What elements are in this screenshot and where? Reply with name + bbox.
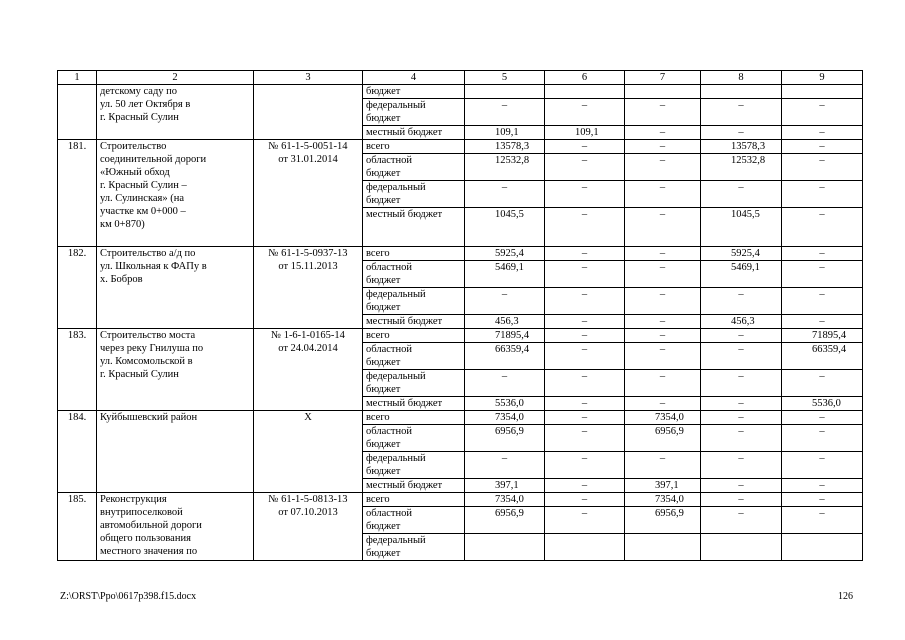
table-row: [58, 85, 863, 99]
funding-source: федеральный бюджет: [363, 99, 465, 126]
amount-cell: 66359,4: [782, 343, 863, 370]
amount-cell: 5469,1: [465, 261, 545, 288]
amount-cell: –: [782, 479, 863, 493]
amount-cell: –: [625, 99, 701, 126]
amount-cell: –: [545, 425, 625, 452]
table-body: [58, 85, 863, 561]
amount-cell: –: [625, 208, 701, 247]
amount-cell: –: [545, 493, 625, 507]
amount-cell: 397,1: [465, 479, 545, 493]
amount-cell: –: [465, 370, 545, 397]
amount-cell: [545, 534, 625, 561]
document-ref: Х: [254, 411, 363, 493]
funding-source: всего: [363, 247, 465, 261]
amount-cell: –: [782, 288, 863, 315]
amount-cell: –: [701, 452, 782, 479]
table-row: [58, 411, 863, 425]
document-ref: № 61-1-5-0937-13 от 15.11.2013: [254, 247, 363, 329]
amount-cell: 456,3: [701, 315, 782, 329]
funding-source: областной бюджет: [363, 261, 465, 288]
amount-cell: –: [545, 208, 625, 247]
amount-cell: –: [545, 411, 625, 425]
amount-cell: –: [782, 493, 863, 507]
funding-source: местный бюджет: [363, 315, 465, 329]
funding-source: федеральный бюджет: [363, 181, 465, 208]
funding-source: местный бюджет: [363, 479, 465, 493]
amount-cell: 1045,5: [465, 208, 545, 247]
amount-cell: 5536,0: [782, 397, 863, 411]
funding-source: областной бюджет: [363, 425, 465, 452]
col-header: 7: [625, 71, 701, 85]
amount-cell: –: [701, 370, 782, 397]
amount-cell: –: [701, 397, 782, 411]
amount-cell: 12532,8: [701, 154, 782, 181]
col-header: 9: [782, 71, 863, 85]
amount-cell: [701, 534, 782, 561]
amount-cell: 71895,4: [782, 329, 863, 343]
amount-cell: –: [701, 507, 782, 534]
amount-cell: 1045,5: [701, 208, 782, 247]
object-name: Строительство а/д по ул. Школьная к ФАПу в х. Бобров: [97, 247, 254, 329]
amount-cell: –: [782, 140, 863, 154]
funding-source: местный бюджет: [363, 397, 465, 411]
amount-cell: –: [782, 425, 863, 452]
column-number-row: [58, 71, 863, 85]
item-number: 182.: [58, 247, 97, 329]
amount-cell: –: [465, 452, 545, 479]
amount-cell: –: [545, 288, 625, 315]
amount-cell: 109,1: [545, 126, 625, 140]
amount-cell: –: [465, 181, 545, 208]
funding-source: федеральный бюджет: [363, 534, 465, 561]
amount-cell: 5469,1: [701, 261, 782, 288]
amount-cell: 5925,4: [465, 247, 545, 261]
amount-cell: –: [545, 343, 625, 370]
amount-cell: 13578,3: [465, 140, 545, 154]
funding-source: федеральный бюджет: [363, 288, 465, 315]
amount-cell: –: [701, 479, 782, 493]
col-header: 6: [545, 71, 625, 85]
object-name: Строительство соединительной дороги «Южный обход г. Красный Сулин – ул. Сулинская» (на участке км 0+000 – км 0+870): [97, 140, 254, 247]
amount-cell: [782, 85, 863, 99]
amount-cell: –: [545, 479, 625, 493]
amount-cell: –: [701, 411, 782, 425]
amount-cell: [625, 534, 701, 561]
amount-cell: 397,1: [625, 479, 701, 493]
funding-source: федеральный бюджет: [363, 370, 465, 397]
col-header: 4: [363, 71, 465, 85]
amount-cell: 6956,9: [465, 425, 545, 452]
col-header: 5: [465, 71, 545, 85]
funding-source: местный бюджет: [363, 126, 465, 140]
amount-cell: –: [782, 181, 863, 208]
item-number: 183.: [58, 329, 97, 411]
amount-cell: –: [701, 99, 782, 126]
page-number: 126: [838, 591, 853, 602]
col-header: 2: [97, 71, 254, 85]
amount-cell: –: [625, 370, 701, 397]
amount-cell: 6956,9: [625, 425, 701, 452]
amount-cell: 6956,9: [625, 507, 701, 534]
amount-cell: 66359,4: [465, 343, 545, 370]
amount-cell: –: [782, 370, 863, 397]
amount-cell: –: [782, 247, 863, 261]
amount-cell: –: [545, 370, 625, 397]
amount-cell: –: [625, 329, 701, 343]
amount-cell: –: [545, 315, 625, 329]
amount-cell: 7354,0: [465, 493, 545, 507]
amount-cell: –: [701, 425, 782, 452]
object-name: Реконструкция внутрипоселковой автомобильной дороги общего пользования местного значения по: [97, 493, 254, 561]
item-number: 185.: [58, 493, 97, 561]
amount-cell: [465, 85, 545, 99]
amount-cell: –: [625, 397, 701, 411]
item-number: 181.: [58, 140, 97, 247]
amount-cell: 109,1: [465, 126, 545, 140]
item-number: 184.: [58, 411, 97, 493]
amount-cell: –: [545, 452, 625, 479]
amount-cell: [782, 534, 863, 561]
amount-cell: –: [625, 247, 701, 261]
amount-cell: –: [545, 181, 625, 208]
amount-cell: 12532,8: [465, 154, 545, 181]
amount-cell: –: [701, 493, 782, 507]
document-ref: № 61-1-5-0051-14 от 31.01.2014: [254, 140, 363, 247]
funding-source: бюджет: [363, 85, 465, 99]
amount-cell: 71895,4: [465, 329, 545, 343]
object-name: Куйбышевский район: [97, 411, 254, 493]
funding-source: всего: [363, 329, 465, 343]
amount-cell: 7354,0: [625, 493, 701, 507]
amount-cell: [545, 85, 625, 99]
amount-cell: –: [625, 261, 701, 288]
amount-cell: –: [545, 507, 625, 534]
object-name: детскому саду по ул. 50 лет Октября в г. Красный Сулин: [97, 85, 254, 140]
amount-cell: –: [625, 126, 701, 140]
amount-cell: 7354,0: [465, 411, 545, 425]
amount-cell: 456,3: [465, 315, 545, 329]
amount-cell: –: [625, 288, 701, 315]
amount-cell: –: [545, 154, 625, 181]
amount-cell: 7354,0: [625, 411, 701, 425]
amount-cell: –: [782, 99, 863, 126]
amount-cell: –: [782, 507, 863, 534]
file-path: Z:\ORST\Ppo\0617p398.f15.docx: [60, 591, 197, 602]
amount-cell: –: [625, 452, 701, 479]
amount-cell: –: [625, 154, 701, 181]
amount-cell: 6956,9: [465, 507, 545, 534]
document-ref: № 1-6-1-0165-14 от 24.04.2014: [254, 329, 363, 411]
col-header: 8: [701, 71, 782, 85]
amount-cell: –: [782, 411, 863, 425]
funding-source: местный бюджет: [363, 208, 465, 247]
col-header: 3: [254, 71, 363, 85]
funding-source: областной бюджет: [363, 343, 465, 370]
budget-table: [57, 70, 863, 561]
table-row: [58, 140, 863, 154]
funding-source: всего: [363, 411, 465, 425]
amount-cell: [625, 85, 701, 99]
amount-cell: –: [782, 261, 863, 288]
funding-source: всего: [363, 140, 465, 154]
item-number: [58, 85, 97, 140]
amount-cell: –: [782, 315, 863, 329]
amount-cell: –: [782, 208, 863, 247]
amount-cell: 5536,0: [465, 397, 545, 411]
funding-source: федеральный бюджет: [363, 452, 465, 479]
amount-cell: –: [701, 288, 782, 315]
col-header: 1: [58, 71, 97, 85]
amount-cell: –: [545, 261, 625, 288]
funding-source: областной бюджет: [363, 154, 465, 181]
amount-cell: –: [701, 126, 782, 140]
amount-cell: –: [625, 140, 701, 154]
table-row: [58, 493, 863, 507]
amount-cell: –: [782, 126, 863, 140]
table-row: [58, 329, 863, 343]
amount-cell: [465, 534, 545, 561]
amount-cell: –: [625, 315, 701, 329]
amount-cell: –: [625, 181, 701, 208]
amount-cell: 5925,4: [701, 247, 782, 261]
document-ref: № 61-1-5-0813-13 от 07.10.2013: [254, 493, 363, 561]
amount-cell: –: [545, 247, 625, 261]
amount-cell: 13578,3: [701, 140, 782, 154]
amount-cell: –: [545, 99, 625, 126]
amount-cell: –: [701, 343, 782, 370]
funding-source: областной бюджет: [363, 507, 465, 534]
amount-cell: –: [545, 397, 625, 411]
amount-cell: –: [701, 181, 782, 208]
funding-source: всего: [363, 493, 465, 507]
amount-cell: –: [625, 343, 701, 370]
table-row: [58, 247, 863, 261]
amount-cell: [701, 85, 782, 99]
amount-cell: –: [545, 140, 625, 154]
amount-cell: –: [465, 99, 545, 126]
object-name: Строительство моста через реку Гнилуша по ул. Комсомольской в г. Красный Сулин: [97, 329, 254, 411]
amount-cell: –: [782, 154, 863, 181]
amount-cell: –: [465, 288, 545, 315]
amount-cell: –: [545, 329, 625, 343]
amount-cell: –: [782, 452, 863, 479]
amount-cell: –: [701, 329, 782, 343]
document-ref: [254, 85, 363, 140]
